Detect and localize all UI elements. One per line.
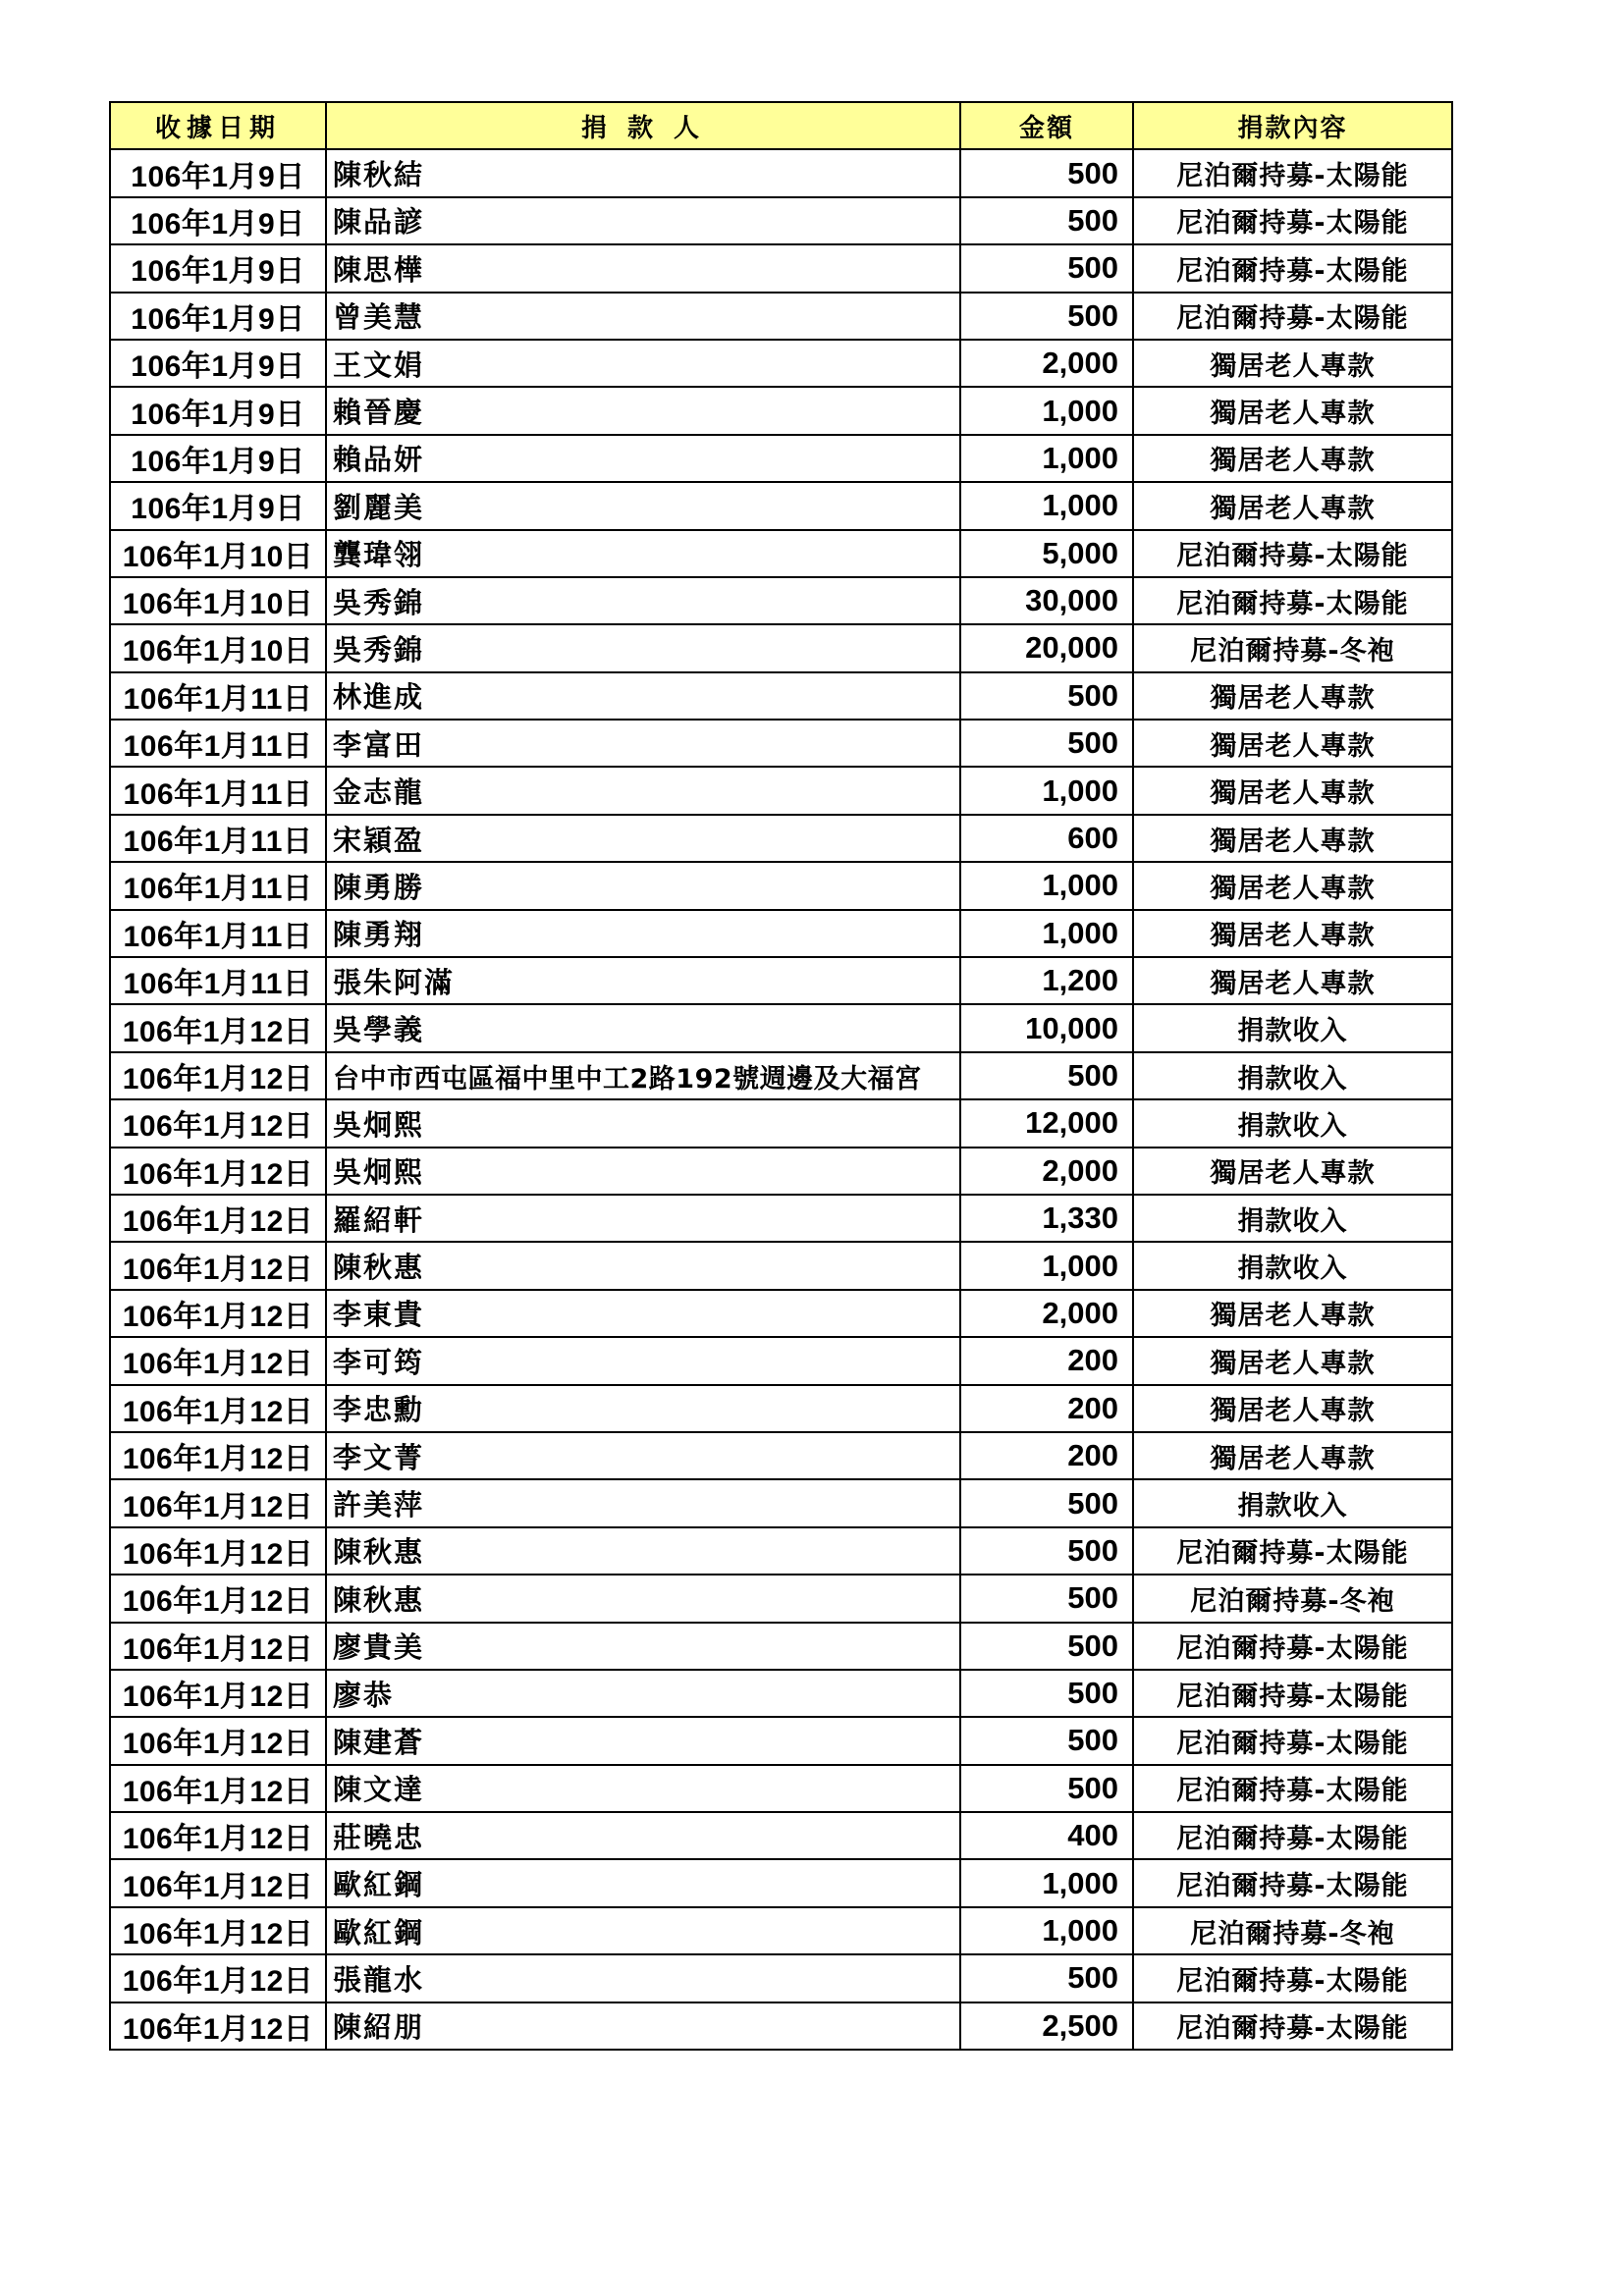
donor-cell: 陳建蒼 bbox=[326, 1717, 960, 1764]
purpose-cell: 尼泊爾持募-太陽能 bbox=[1133, 197, 1452, 244]
donor-cell: 歐紅鋼 bbox=[326, 1907, 960, 1954]
table-row bbox=[110, 1195, 1452, 1242]
amount-cell: 12,000 bbox=[960, 1099, 1133, 1147]
table-row bbox=[110, 435, 1452, 482]
purpose-cell: 尼泊爾持募-太陽能 bbox=[1133, 1623, 1452, 1670]
header-amount: 金額 bbox=[960, 102, 1133, 149]
amount-cell: 1,000 bbox=[960, 387, 1133, 434]
date-cell: 106年1月12日 bbox=[110, 1907, 326, 1954]
donor-cell: 吳學義 bbox=[326, 1004, 960, 1051]
date-cell: 106年1月9日 bbox=[110, 387, 326, 434]
date-cell: 106年1月12日 bbox=[110, 1242, 326, 1289]
donor-cell: 張朱阿滿 bbox=[326, 957, 960, 1004]
donor-cell: 劉麗美 bbox=[326, 482, 960, 529]
amount-cell: 30,000 bbox=[960, 577, 1133, 624]
date-cell: 106年1月12日 bbox=[110, 1527, 326, 1575]
header-purpose: 捐款內容 bbox=[1133, 102, 1452, 149]
table-body bbox=[110, 149, 1452, 2050]
amount-cell: 500 bbox=[960, 1954, 1133, 2002]
purpose-cell: 獨居老人專款 bbox=[1133, 1148, 1452, 1195]
donor-cell: 陳秋惠 bbox=[326, 1575, 960, 1622]
amount-cell: 500 bbox=[960, 293, 1133, 340]
table-row bbox=[110, 1575, 1452, 1622]
table-row bbox=[110, 1479, 1452, 1526]
purpose-cell: 獨居老人專款 bbox=[1133, 387, 1452, 434]
date-cell: 106年1月12日 bbox=[110, 1099, 326, 1147]
date-cell: 106年1月12日 bbox=[110, 1623, 326, 1670]
amount-cell: 1,330 bbox=[960, 1195, 1133, 1242]
donor-cell: 陳秋結 bbox=[326, 149, 960, 196]
amount-cell: 500 bbox=[960, 1575, 1133, 1622]
amount-cell: 2,000 bbox=[960, 1148, 1133, 1195]
donor-cell: 吳炯熙 bbox=[326, 1099, 960, 1147]
table-row bbox=[110, 1052, 1452, 1099]
donor-cell: 李文菁 bbox=[326, 1432, 960, 1479]
table-row bbox=[110, 1099, 1452, 1147]
date-cell: 106年1月9日 bbox=[110, 482, 326, 529]
donor-cell: 李可筠 bbox=[326, 1337, 960, 1384]
date-cell: 106年1月12日 bbox=[110, 1052, 326, 1099]
table-row bbox=[110, 197, 1452, 244]
table-row bbox=[110, 910, 1452, 957]
purpose-cell: 獨居老人專款 bbox=[1133, 862, 1452, 909]
donor-cell: 陳勇翔 bbox=[326, 910, 960, 957]
purpose-cell: 尼泊爾持募-太陽能 bbox=[1133, 530, 1452, 577]
date-cell: 106年1月12日 bbox=[110, 1954, 326, 2002]
date-cell: 106年1月9日 bbox=[110, 340, 326, 387]
purpose-cell: 捐款收入 bbox=[1133, 1052, 1452, 1099]
date-cell: 106年1月12日 bbox=[110, 1717, 326, 1764]
donor-cell: 陳品諺 bbox=[326, 197, 960, 244]
donor-cell: 張龍水 bbox=[326, 1954, 960, 2002]
purpose-cell: 尼泊爾持募-太陽能 bbox=[1133, 244, 1452, 292]
amount-cell: 1,000 bbox=[960, 1242, 1133, 1289]
table-row bbox=[110, 815, 1452, 862]
donor-cell: 金志龍 bbox=[326, 767, 960, 814]
purpose-cell: 捐款收入 bbox=[1133, 1004, 1452, 1051]
donor-cell: 許美萍 bbox=[326, 1479, 960, 1526]
table-row bbox=[110, 1337, 1452, 1384]
purpose-cell: 獨居老人專款 bbox=[1133, 767, 1452, 814]
date-cell: 106年1月11日 bbox=[110, 767, 326, 814]
purpose-cell: 捐款收入 bbox=[1133, 1099, 1452, 1147]
purpose-cell: 獨居老人專款 bbox=[1133, 435, 1452, 482]
table-row bbox=[110, 720, 1452, 767]
date-cell: 106年1月11日 bbox=[110, 910, 326, 957]
table-row bbox=[110, 340, 1452, 387]
table-row bbox=[110, 149, 1452, 196]
donor-cell: 曾美慧 bbox=[326, 293, 960, 340]
date-cell: 106年1月10日 bbox=[110, 577, 326, 624]
amount-cell: 10,000 bbox=[960, 1004, 1133, 1051]
donor-cell: 賴品妍 bbox=[326, 435, 960, 482]
purpose-cell: 獨居老人專款 bbox=[1133, 815, 1452, 862]
date-cell: 106年1月11日 bbox=[110, 672, 326, 720]
amount-cell: 500 bbox=[960, 1052, 1133, 1099]
amount-cell: 1,000 bbox=[960, 435, 1133, 482]
amount-cell: 200 bbox=[960, 1385, 1133, 1432]
table-row bbox=[110, 293, 1452, 340]
donor-cell: 廖貴美 bbox=[326, 1623, 960, 1670]
donor-cell: 王文娟 bbox=[326, 340, 960, 387]
date-cell: 106年1月12日 bbox=[110, 1479, 326, 1526]
table-header bbox=[110, 102, 1452, 149]
date-cell: 106年1月10日 bbox=[110, 530, 326, 577]
purpose-cell: 獨居老人專款 bbox=[1133, 482, 1452, 529]
header-date: 收據日期 bbox=[110, 102, 326, 149]
date-cell: 106年1月12日 bbox=[110, 1385, 326, 1432]
date-cell: 106年1月12日 bbox=[110, 1148, 326, 1195]
table-row bbox=[110, 1385, 1452, 1432]
purpose-cell: 獨居老人專款 bbox=[1133, 1290, 1452, 1337]
purpose-cell: 尼泊爾持募-太陽能 bbox=[1133, 293, 1452, 340]
donor-cell: 莊曉忠 bbox=[326, 1812, 960, 1859]
table-row bbox=[110, 577, 1452, 624]
table-row bbox=[110, 1859, 1452, 1906]
donor-cell: 吳秀錦 bbox=[326, 624, 960, 671]
date-cell: 106年1月9日 bbox=[110, 197, 326, 244]
date-cell: 106年1月12日 bbox=[110, 1670, 326, 1717]
amount-cell: 20,000 bbox=[960, 624, 1133, 671]
table-row bbox=[110, 2002, 1452, 2050]
amount-cell: 1,000 bbox=[960, 482, 1133, 529]
table-row bbox=[110, 767, 1452, 814]
donor-cell: 李忠勳 bbox=[326, 1385, 960, 1432]
amount-cell: 500 bbox=[960, 244, 1133, 292]
purpose-cell: 尼泊爾持募-太陽能 bbox=[1133, 1765, 1452, 1812]
date-cell: 106年1月12日 bbox=[110, 1575, 326, 1622]
table-row bbox=[110, 482, 1452, 529]
purpose-cell: 獨居老人專款 bbox=[1133, 672, 1452, 720]
date-cell: 106年1月12日 bbox=[110, 1195, 326, 1242]
donor-cell: 羅紹軒 bbox=[326, 1195, 960, 1242]
donor-cell: 宋穎盈 bbox=[326, 815, 960, 862]
purpose-cell: 尼泊爾持募-太陽能 bbox=[1133, 149, 1452, 196]
donor-cell: 李富田 bbox=[326, 720, 960, 767]
table-row bbox=[110, 1527, 1452, 1575]
table-row bbox=[110, 1004, 1452, 1051]
amount-cell: 1,000 bbox=[960, 767, 1133, 814]
table-row bbox=[110, 624, 1452, 671]
donor-cell: 陳秋惠 bbox=[326, 1242, 960, 1289]
amount-cell: 600 bbox=[960, 815, 1133, 862]
table-row bbox=[110, 862, 1452, 909]
amount-cell: 5,000 bbox=[960, 530, 1133, 577]
purpose-cell: 尼泊爾持募-太陽能 bbox=[1133, 1527, 1452, 1575]
donor-cell: 吳炯熙 bbox=[326, 1148, 960, 1195]
date-cell: 106年1月10日 bbox=[110, 624, 326, 671]
donor-cell: 賴晉慶 bbox=[326, 387, 960, 434]
table-row bbox=[110, 1954, 1452, 2002]
table-row bbox=[110, 957, 1452, 1004]
table-row bbox=[110, 1432, 1452, 1479]
amount-cell: 1,000 bbox=[960, 1907, 1133, 1954]
date-cell: 106年1月9日 bbox=[110, 435, 326, 482]
purpose-cell: 獨居老人專款 bbox=[1133, 957, 1452, 1004]
amount-cell: 500 bbox=[960, 1765, 1133, 1812]
date-cell: 106年1月12日 bbox=[110, 1004, 326, 1051]
amount-cell: 400 bbox=[960, 1812, 1133, 1859]
purpose-cell: 尼泊爾持募-冬袍 bbox=[1133, 624, 1452, 671]
date-cell: 106年1月11日 bbox=[110, 862, 326, 909]
donor-cell: 歐紅鋼 bbox=[326, 1859, 960, 1906]
table-row bbox=[110, 1290, 1452, 1337]
amount-cell: 500 bbox=[960, 149, 1133, 196]
date-cell: 106年1月9日 bbox=[110, 149, 326, 196]
donor-cell: 林進成 bbox=[326, 672, 960, 720]
amount-cell: 200 bbox=[960, 1337, 1133, 1384]
purpose-cell: 尼泊爾持募-太陽能 bbox=[1133, 577, 1452, 624]
date-cell: 106年1月12日 bbox=[110, 1812, 326, 1859]
table-row bbox=[110, 387, 1452, 434]
purpose-cell: 捐款收入 bbox=[1133, 1195, 1452, 1242]
amount-cell: 2,000 bbox=[960, 340, 1133, 387]
table-row bbox=[110, 1717, 1452, 1764]
date-cell: 106年1月12日 bbox=[110, 1290, 326, 1337]
purpose-cell: 獨居老人專款 bbox=[1133, 1432, 1452, 1479]
purpose-cell: 捐款收入 bbox=[1133, 1479, 1452, 1526]
table-row bbox=[110, 1242, 1452, 1289]
table-row bbox=[110, 1907, 1452, 1954]
purpose-cell: 尼泊爾持募-太陽能 bbox=[1133, 1954, 1452, 2002]
amount-cell: 2,500 bbox=[960, 2002, 1133, 2050]
amount-cell: 1,200 bbox=[960, 957, 1133, 1004]
donor-cell: 李東貴 bbox=[326, 1290, 960, 1337]
table-row bbox=[110, 530, 1452, 577]
amount-cell: 500 bbox=[960, 1623, 1133, 1670]
date-cell: 106年1月12日 bbox=[110, 1859, 326, 1906]
table-row bbox=[110, 244, 1452, 292]
purpose-cell: 獨居老人專款 bbox=[1133, 1385, 1452, 1432]
donor-cell: 陳紹朋 bbox=[326, 2002, 960, 2050]
donor-cell: 台中市西屯區福中里中工2路192號週邊及大福宮 bbox=[326, 1052, 960, 1099]
amount-cell: 2,000 bbox=[960, 1290, 1133, 1337]
table-row bbox=[110, 672, 1452, 720]
donor-cell: 陳秋惠 bbox=[326, 1527, 960, 1575]
purpose-cell: 尼泊爾持募-冬袍 bbox=[1133, 1575, 1452, 1622]
purpose-cell: 獨居老人專款 bbox=[1133, 910, 1452, 957]
amount-cell: 500 bbox=[960, 720, 1133, 767]
date-cell: 106年1月12日 bbox=[110, 1765, 326, 1812]
donor-cell: 廖恭 bbox=[326, 1670, 960, 1717]
date-cell: 106年1月11日 bbox=[110, 815, 326, 862]
header-row bbox=[110, 102, 1452, 149]
donor-cell: 陳文達 bbox=[326, 1765, 960, 1812]
donor-cell: 吳秀錦 bbox=[326, 577, 960, 624]
amount-cell: 200 bbox=[960, 1432, 1133, 1479]
header-donor: 捐 款 人 bbox=[326, 102, 960, 149]
donor-cell: 陳勇勝 bbox=[326, 862, 960, 909]
purpose-cell: 尼泊爾持募-太陽能 bbox=[1133, 1717, 1452, 1764]
amount-cell: 500 bbox=[960, 1479, 1133, 1526]
table-row bbox=[110, 1765, 1452, 1812]
amount-cell: 500 bbox=[960, 1670, 1133, 1717]
purpose-cell: 尼泊爾持募-冬袍 bbox=[1133, 1907, 1452, 1954]
date-cell: 106年1月9日 bbox=[110, 293, 326, 340]
amount-cell: 500 bbox=[960, 672, 1133, 720]
table-row bbox=[110, 1670, 1452, 1717]
donor-cell: 龔瑋翎 bbox=[326, 530, 960, 577]
purpose-cell: 尼泊爾持募-太陽能 bbox=[1133, 2002, 1452, 2050]
amount-cell: 1,000 bbox=[960, 1859, 1133, 1906]
amount-cell: 1,000 bbox=[960, 862, 1133, 909]
purpose-cell: 獨居老人專款 bbox=[1133, 720, 1452, 767]
purpose-cell: 捐款收入 bbox=[1133, 1242, 1452, 1289]
purpose-cell: 尼泊爾持募-太陽能 bbox=[1133, 1812, 1452, 1859]
date-cell: 106年1月9日 bbox=[110, 244, 326, 292]
table-row bbox=[110, 1148, 1452, 1195]
date-cell: 106年1月12日 bbox=[110, 2002, 326, 2050]
date-cell: 106年1月11日 bbox=[110, 720, 326, 767]
table-row bbox=[110, 1623, 1452, 1670]
date-cell: 106年1月12日 bbox=[110, 1432, 326, 1479]
amount-cell: 500 bbox=[960, 1527, 1133, 1575]
amount-cell: 500 bbox=[960, 1717, 1133, 1764]
donor-cell: 陳思樺 bbox=[326, 244, 960, 292]
purpose-cell: 尼泊爾持募-太陽能 bbox=[1133, 1670, 1452, 1717]
date-cell: 106年1月11日 bbox=[110, 957, 326, 1004]
amount-cell: 1,000 bbox=[960, 910, 1133, 957]
amount-cell: 500 bbox=[960, 197, 1133, 244]
date-cell: 106年1月12日 bbox=[110, 1337, 326, 1384]
purpose-cell: 獨居老人專款 bbox=[1133, 340, 1452, 387]
purpose-cell: 獨居老人專款 bbox=[1133, 1337, 1452, 1384]
purpose-cell: 尼泊爾持募-太陽能 bbox=[1133, 1859, 1452, 1906]
donation-table bbox=[109, 101, 1453, 2051]
table-row bbox=[110, 1812, 1452, 1859]
